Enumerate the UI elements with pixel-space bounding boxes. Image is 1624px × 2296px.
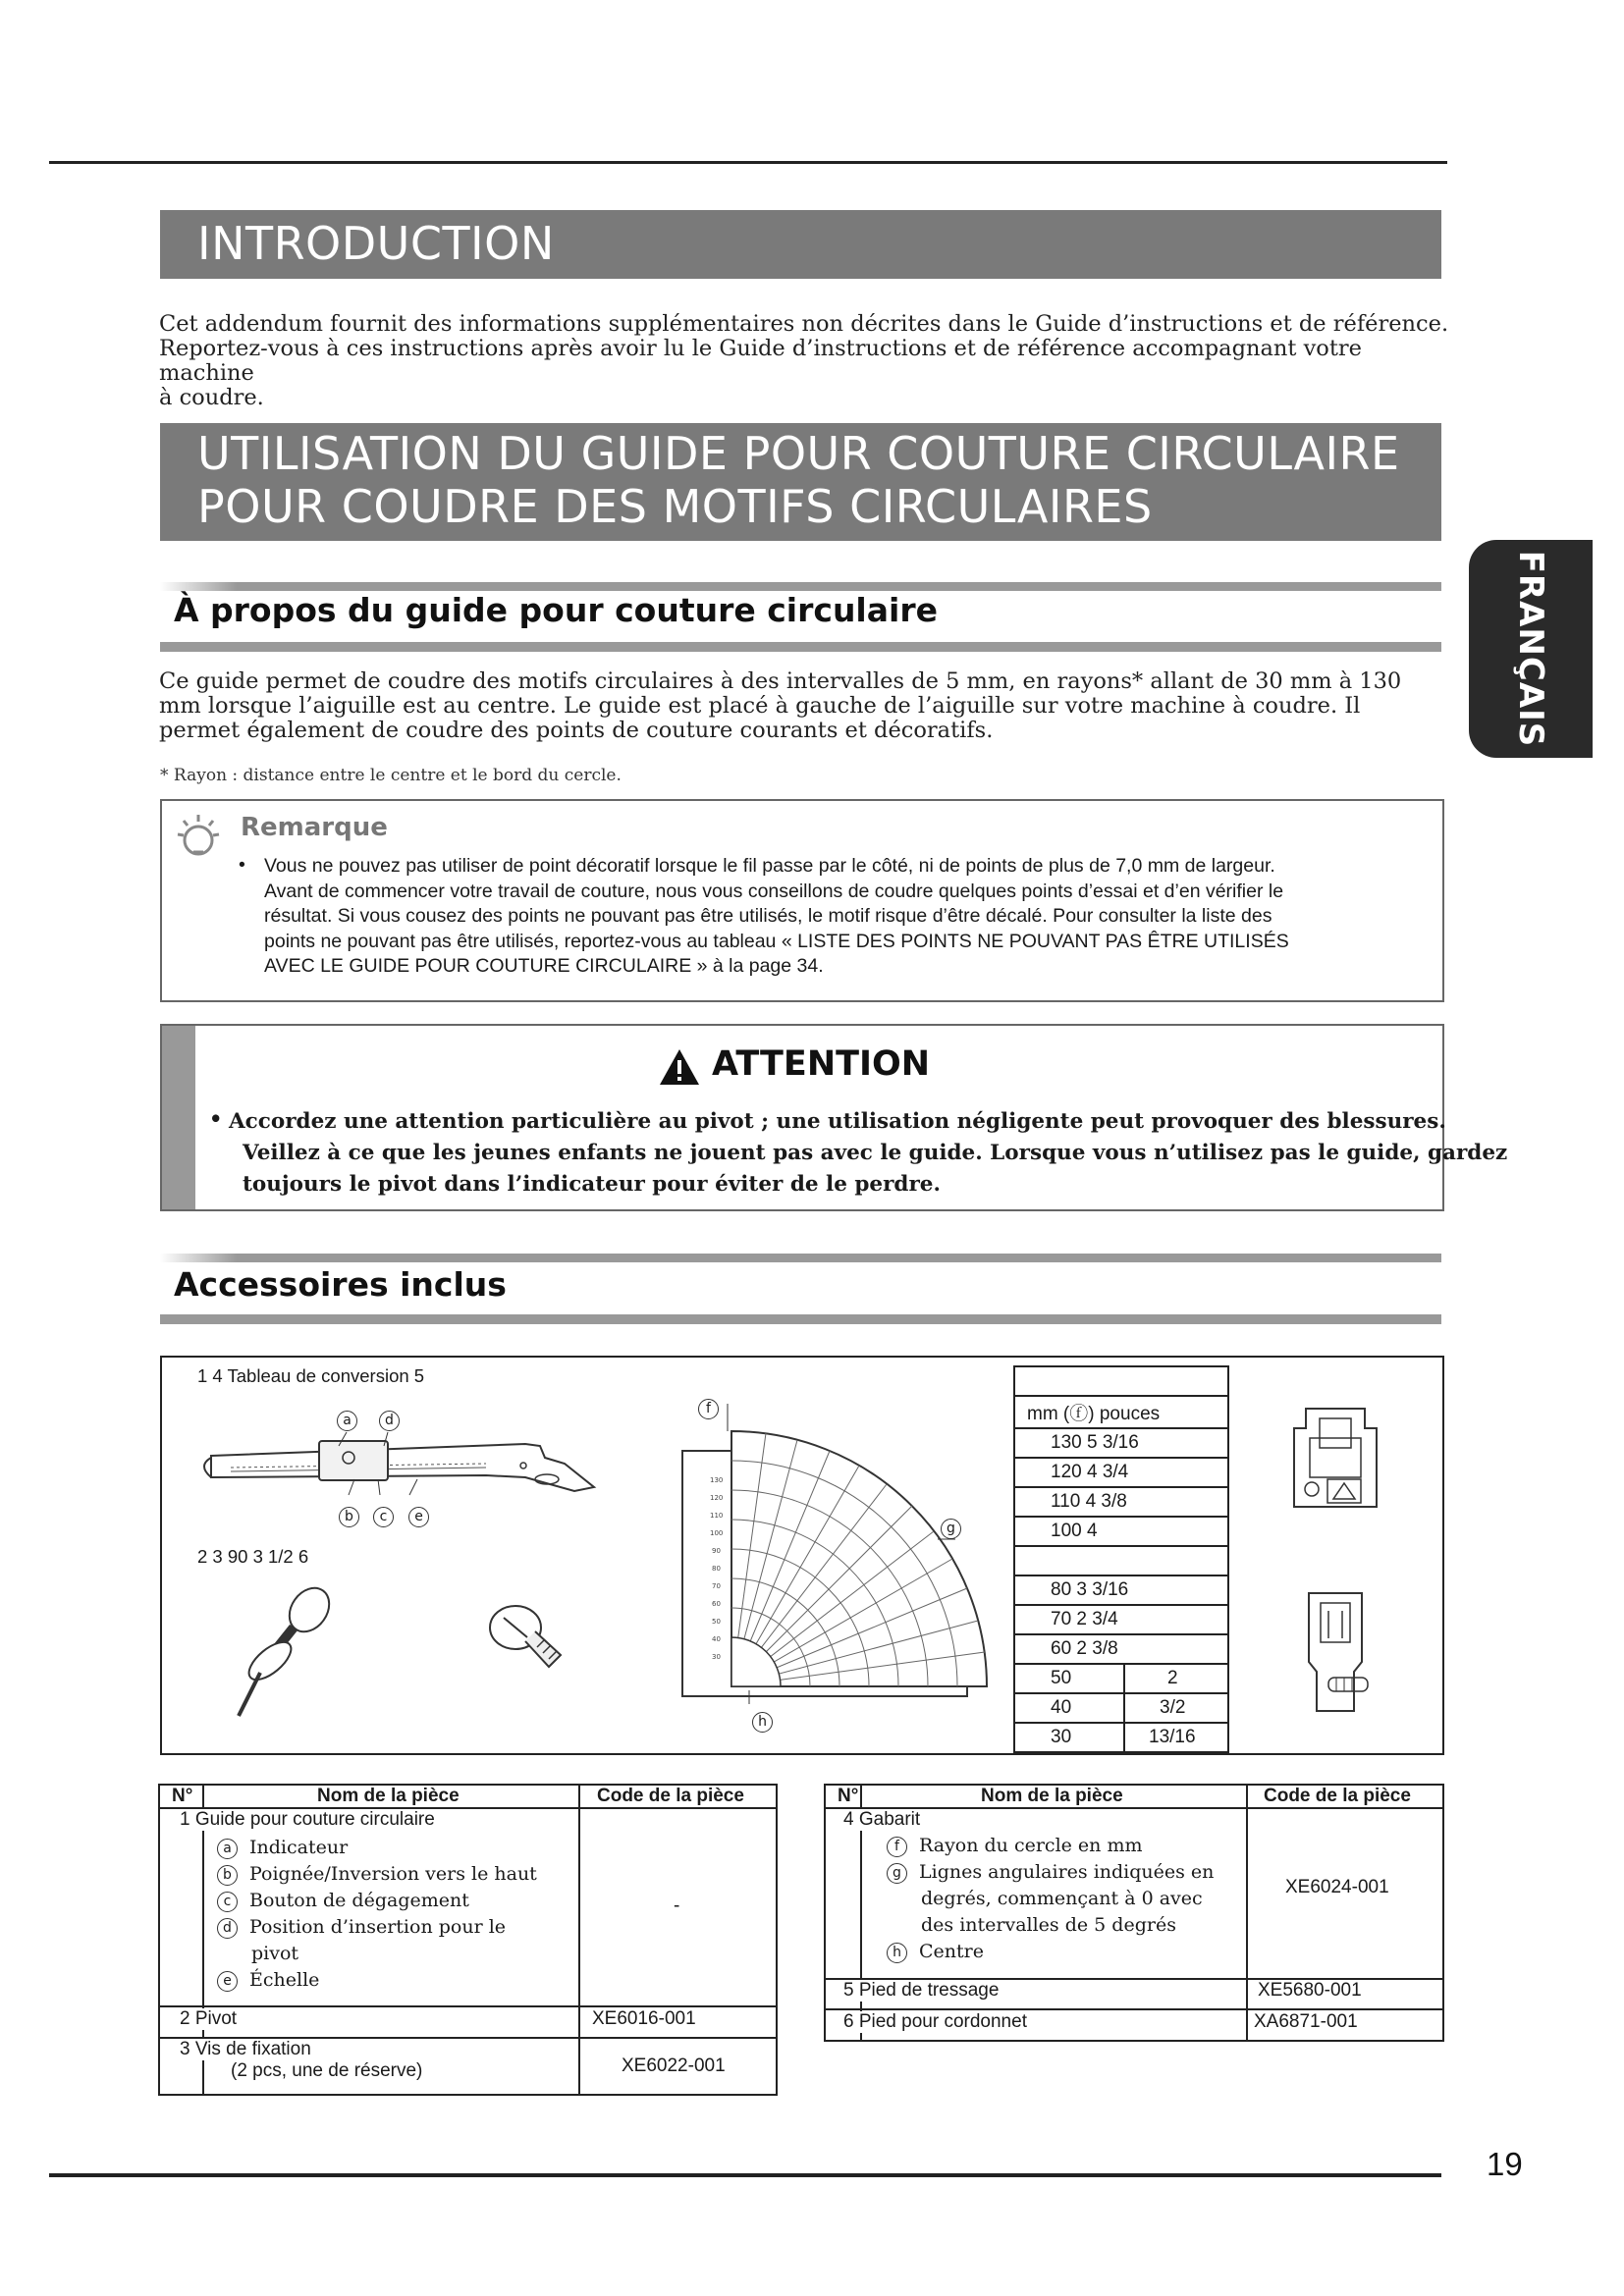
template-tick-label: 80 (712, 1565, 721, 1573)
callout-d: d (379, 1411, 400, 1431)
column-header-name: Nom de la pièce (981, 1786, 1123, 1806)
part-code: XE6022-001 (622, 2056, 726, 2076)
language-tab (1469, 540, 1593, 758)
template-tick-label: 60 (712, 1600, 721, 1608)
list-item: f Rayon du cercle en mm (887, 1833, 1214, 1859)
about-line: permet également de coudre des points de couture courants et décoratifs. (159, 718, 994, 743)
attention-side-bar (162, 1026, 195, 1209)
table-row: 100 4 (1015, 1516, 1227, 1545)
table-row: 80 3 3/16 (1015, 1575, 1227, 1604)
section-title-line1: UTILISATION DU GUIDE POUR COUTURE CIRCULAIRE (197, 427, 1400, 480)
note-bullet: • (239, 854, 245, 876)
cording-foot-drawing (1281, 1583, 1389, 1721)
list-item: c Bouton de dégagement (217, 1888, 537, 1914)
note-line: Vous ne pouvez pas utiliser de point décoratif lorsque le fil passe par le côté, ni de points de plus de 7,0 mm de largeur. (264, 855, 1275, 877)
part-name: 1 Guide pour couture circulaire (180, 1809, 435, 1830)
screw-drawing (476, 1588, 584, 1696)
column-header-code: Code de la pièce (597, 1786, 744, 1806)
part-sublist (217, 1835, 537, 1994)
list-item: h Centre (887, 1939, 1214, 1965)
note-line: Avant de commencer votre travail de couture, nous vous conseillons de coudre quelques points d’essai et d’en vérifier le (264, 880, 1284, 902)
part-name: 6 Pied pour cordonnet (843, 2011, 1027, 2032)
attention-line: Veillez à ce que les jeunes enfants ne jouent pas avec le guide. Lorsque vous n’utilisez pas le guide, gardez (243, 1141, 1508, 1165)
template-tick-label: 70 (712, 1582, 721, 1590)
table-row (1015, 1545, 1227, 1575)
intro-line: à coudre. (159, 385, 264, 410)
lightbulb-icon (174, 809, 223, 860)
attention-box (160, 1024, 1508, 1211)
about-section-title (160, 582, 1441, 655)
part-sublist (887, 1833, 1214, 1965)
page-number: 19 (1487, 2146, 1523, 2182)
top-rule (49, 161, 1447, 164)
part-name: 3 Vis de fixation (180, 2039, 311, 2059)
table-row: 120 4 3/4 (1015, 1457, 1227, 1486)
figure-top-labels: 1 4 Tableau de conversion 5 (197, 1365, 425, 1386)
pivot-drawing (231, 1578, 349, 1726)
table-row: 110 4 3/8 (1015, 1486, 1227, 1516)
attention-title: ATTENTION (712, 1044, 931, 1084)
accessories-figure (160, 1356, 1444, 1755)
note-text (264, 854, 1437, 980)
template-tick-label: 110 (710, 1512, 724, 1520)
callout-h: h (752, 1712, 773, 1733)
warning-icon (658, 1047, 701, 1087)
template-tick-label: 130 (710, 1476, 724, 1484)
intro-header (160, 210, 1441, 279)
section-title-line2: POUR COUDRE DES MOTIFS CIRCULAIRES (197, 480, 1153, 533)
part-code: XE5680-001 (1258, 1980, 1362, 2001)
template-tick-label: 30 (712, 1653, 721, 1661)
note-line: AVEC LE GUIDE POUR COUTURE CIRCULAIRE » à la page 34. (264, 955, 824, 977)
part-code: - (674, 1896, 680, 1916)
callout-e: e (408, 1507, 429, 1527)
intro-line: Cet addendum fournit des informations supplémentaires non décrites dans le Guide d’instructions et de référence. (159, 311, 1449, 337)
part-name: 5 Pied de tressage (843, 1980, 1000, 2001)
callout-g: g (941, 1519, 961, 1539)
part-name-detail: (2 pcs, une de réserve) (231, 2060, 423, 2081)
attention-line: Accordez une attention particulière au pivot ; une utilisation négligente peut provoquer des blessures. (229, 1109, 1446, 1134)
part-code: XA6871-001 (1254, 2011, 1358, 2032)
section-header (160, 423, 1441, 541)
about-line: Ce guide permet de coudre des motifs circulaires à des intervalles de 5 mm, en rayons* allant de 30 mm à 130 (159, 668, 1402, 694)
parts-table-right (824, 1784, 1444, 2042)
intro-paragraph (159, 312, 1455, 410)
callout-f: f (698, 1399, 719, 1419)
language-tab-label: FRANÇAIS (1511, 550, 1550, 748)
template-tick-label: 50 (712, 1618, 721, 1626)
callout-c: c (373, 1507, 394, 1527)
part-code: XE6024-001 (1285, 1877, 1389, 1897)
note-line: résultat. Si vous cousez des points ne pouvant pas être utilisés, le motif risque d’être décalé. Pour consulter la liste des (264, 905, 1272, 927)
parts-table-left (158, 1784, 778, 2096)
figure-mid-labels: 2 3 90 3 1/2 6 (197, 1546, 309, 1567)
table-row: 40 3/2 (1015, 1692, 1227, 1722)
table-row: 70 2 3/4 (1015, 1604, 1227, 1633)
column-header-num: N° (838, 1786, 859, 1806)
braiding-foot-drawing (1286, 1399, 1384, 1517)
table-row: 30 13/16 (1015, 1722, 1227, 1751)
list-item: g Lignes angulaires indiquées en (887, 1859, 1214, 1886)
attention-line: toujours le pivot dans l’indicateur pour éviter de le perdre. (243, 1172, 941, 1197)
part-code: XE6016-001 (592, 2008, 696, 2029)
intro-title: INTRODUCTION (197, 217, 555, 270)
list-item: e Échelle (217, 1967, 537, 1994)
list-item: a Indicateur (217, 1835, 537, 1861)
list-item: des intervalles de 5 degrés (921, 1914, 1176, 1936)
note-box (160, 799, 1444, 1002)
conversion-table (1013, 1365, 1229, 1753)
about-line: mm lorsque l’aiguille est au centre. Le guide est placé à gauche de l’aiguille sur votre machine à coudre. Il (159, 693, 1361, 719)
conversion-header: mm (ⓕ) pouces (1027, 1404, 1161, 1424)
column-header-name: Nom de la pièce (317, 1786, 460, 1806)
footnote: * Rayon : distance entre le centre et le bord du cercle. (160, 766, 622, 785)
column-header-code: Code de la pièce (1264, 1786, 1411, 1806)
accessories-section-title (160, 1254, 1441, 1326)
callout-a: a (337, 1411, 357, 1431)
about-paragraph (159, 669, 1455, 743)
intro-line: Reportez-vous à ces instructions après avoir lu le Guide d’instructions et de référence accompagnant votre machine (159, 336, 1362, 386)
column-header-num: N° (172, 1786, 193, 1806)
note-heading: Remarque (241, 813, 388, 842)
template-tick-label: 40 (712, 1635, 721, 1643)
list-item: pivot (251, 1943, 299, 1964)
list-item: b Poignée/Inversion vers le haut (217, 1861, 537, 1888)
template-tick-label: 120 (710, 1494, 724, 1502)
accessories-title: Accessoires inclus (174, 1265, 507, 1304)
part-name: 4 Gabarit (843, 1809, 921, 1830)
table-row: 50 2 (1015, 1663, 1227, 1692)
template-tick-label: 90 (712, 1547, 721, 1555)
callout-b: b (339, 1507, 359, 1527)
part-name: 2 Pivot (180, 2008, 238, 2029)
note-line: points ne pouvant pas être utilisés, reportez-vous au tableau « LISTE DES POINTS NE POUVANT PAS ÊTRE UTILISÉS (264, 930, 1289, 952)
table-row: 130 5 3/16 (1015, 1427, 1227, 1457)
template-tick-label: 100 (710, 1529, 724, 1537)
attention-text (229, 1106, 1508, 1201)
table-row: 60 2 3/8 (1015, 1633, 1227, 1663)
bottom-rule (49, 2173, 1441, 2177)
attention-bullet: • (209, 1106, 223, 1131)
about-title: À propos du guide pour couture circulaire (174, 591, 938, 629)
list-item: d Position d’insertion pour le (217, 1914, 537, 1941)
list-item: degrés, commençant à 0 avec (921, 1888, 1203, 1909)
